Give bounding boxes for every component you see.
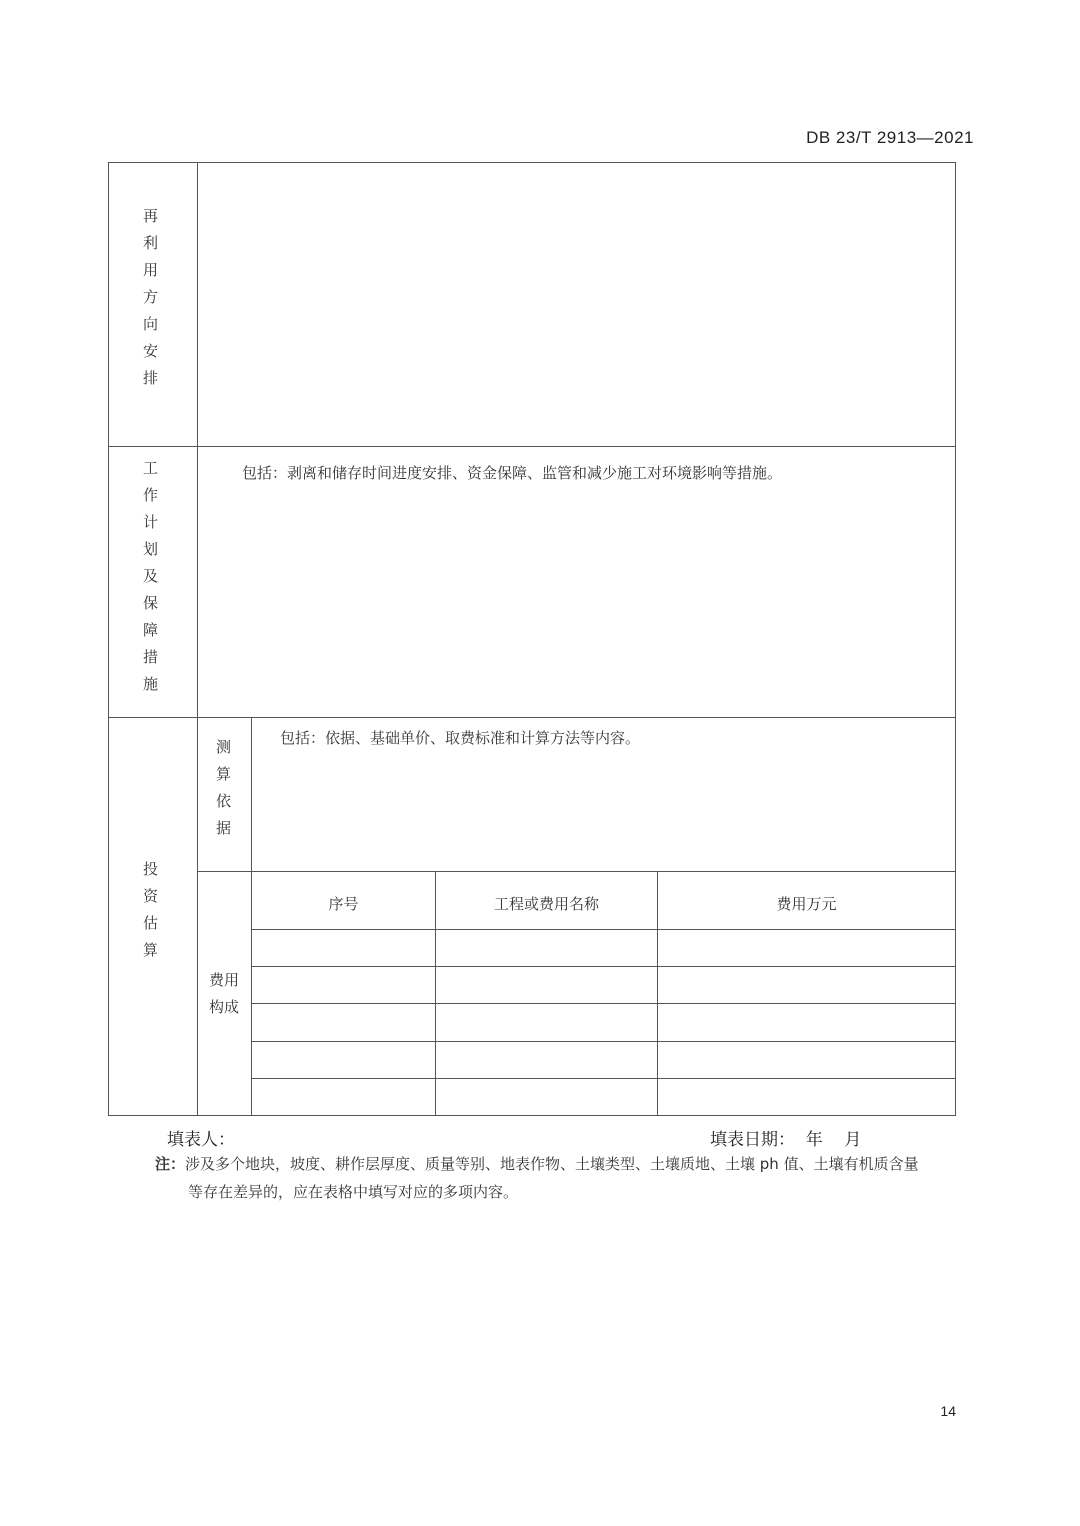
cost-row-line	[251, 1003, 956, 1004]
section-divider-2	[108, 717, 956, 718]
basis-cost-divider	[197, 871, 956, 872]
section-label-plan: 工作计划及保障措施	[141, 460, 159, 703]
note-prefix: 注：	[155, 1155, 186, 1173]
sub-label-basis: 测算依据	[214, 739, 232, 847]
table-left-border	[108, 162, 109, 1116]
cost-row-line	[251, 929, 956, 930]
section-divider-1	[108, 446, 956, 447]
section-content-plan: 包括：剥离和储存时间进度安排、资金保障、监管和减少施工对环境影响等措施。	[242, 464, 783, 482]
cost-row-line	[251, 966, 956, 967]
table-top-border	[108, 162, 956, 163]
label-column-divider	[197, 162, 198, 1116]
cost-row-line	[251, 1078, 956, 1079]
page-number: 14	[940, 1403, 956, 1419]
note-line2: 等存在差异的，应在表格中填写对应的多项内容。	[188, 1183, 519, 1201]
sub-label-cost-line2: 构成	[209, 998, 240, 1016]
note	[155, 1150, 995, 1206]
basis-content: 包括：依据、基础单价、取费标准和计算方法等内容。	[280, 729, 641, 747]
cost-row-line	[251, 1041, 956, 1042]
sub-label-divider	[251, 717, 252, 1116]
column-header-index: 序号	[328, 895, 359, 913]
form-filler-label: 填表人：	[167, 1130, 235, 1150]
section-label-reuse: 再利用方向安排	[141, 208, 159, 397]
section-label-invest: 投资估算	[141, 861, 159, 969]
note-line1: 涉及多个地块，坡度、耕作层厚度、质量等别、地表作物、土壤类型、土壤质地、土壤 ph 值、土壤有机质含量	[185, 1155, 919, 1173]
column-header-cost: 费用万元	[776, 895, 837, 913]
document-code: DB 23/T 2913—2021	[806, 128, 974, 147]
sub-label-cost-line1: 费用	[209, 971, 240, 989]
table-right-border	[955, 162, 956, 1116]
form-date-label: 填表日期： 年 月	[710, 1130, 862, 1150]
table-bottom-border	[108, 1115, 956, 1116]
column-header-name: 工程或费用名称	[493, 895, 599, 913]
